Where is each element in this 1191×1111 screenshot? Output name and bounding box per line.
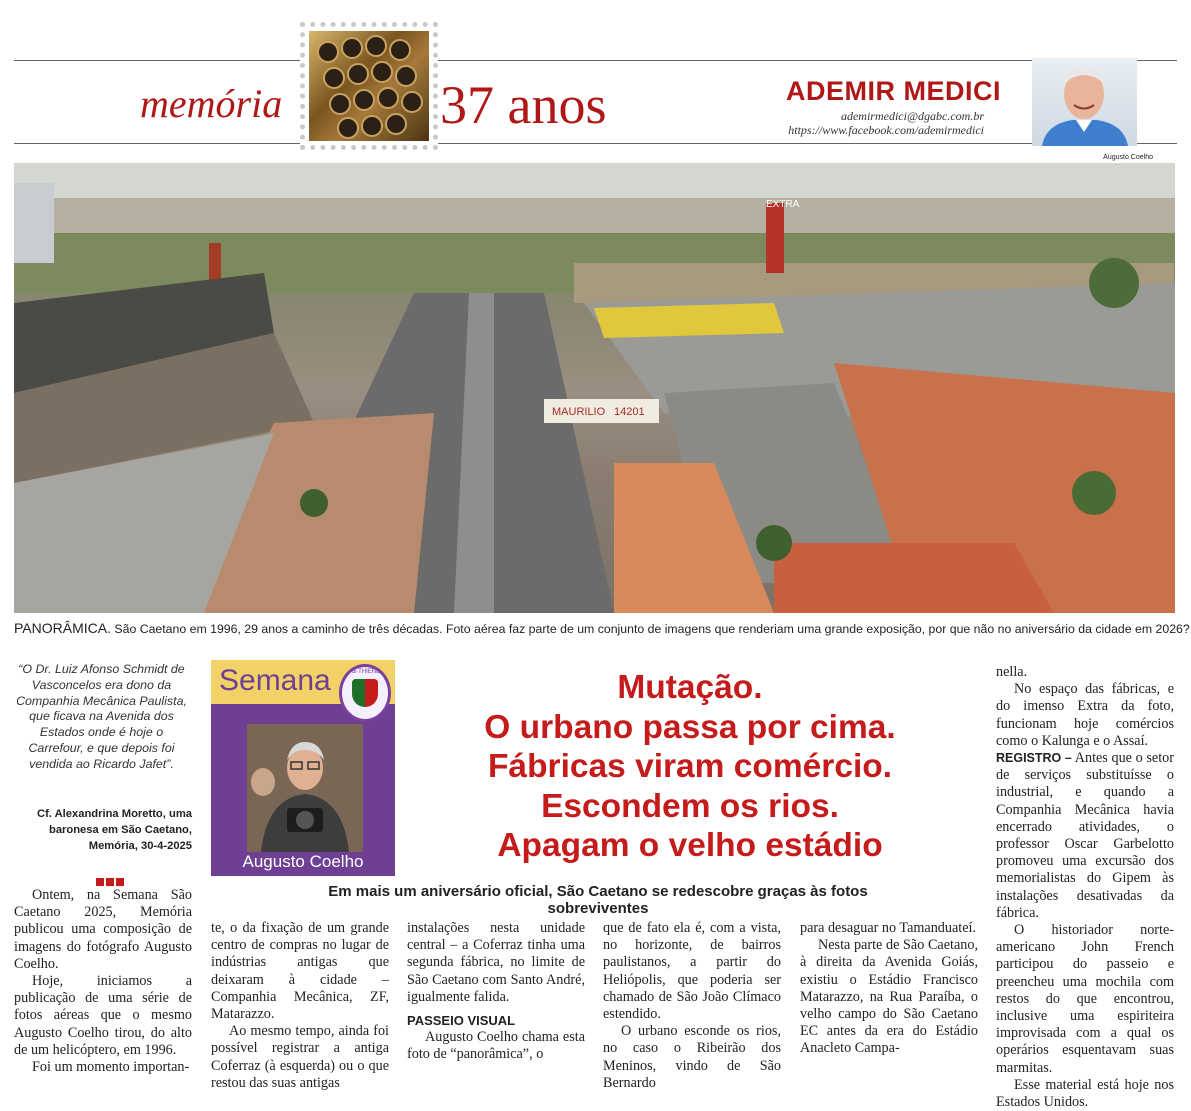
paragraph: Augusto Coelho chama esta foto de “panorâmica”, o	[407, 1029, 585, 1063]
headline-line: Fábricas viram comércio.	[487, 748, 893, 785]
section-title: memória	[140, 81, 283, 126]
paragraph: instalações nesta unidade central – a Coferraz tinha uma segunda fábrica, no limite de São Caetano com Santo André, igualmente falida.	[407, 920, 585, 1005]
body-column-4	[603, 920, 781, 1092]
paragraph: nella.	[996, 664, 1028, 680]
caption-label: PANORÂMICA.	[14, 620, 111, 636]
body-column-6	[996, 664, 1174, 1111]
quote-source-line: baronesa em São Caetano,	[48, 824, 192, 836]
registro-label: REGISTRO –	[996, 751, 1072, 766]
photographer-name: Augusto Coelho	[242, 852, 364, 871]
author-portrait	[1032, 58, 1137, 146]
paragraph: Nesta parte de São Caetano, à direita da Avenida Goiás, existiu o Estádio Francisco Matarazzo, na Rua Paraíba, o velho campo do São Caetano EC antes da era do Estádio Anacleto Campa-	[800, 937, 978, 1057]
quote-source-line: Memória, 30-4-2025	[88, 840, 192, 852]
semana-title: Semana	[219, 664, 331, 697]
semana-box	[211, 660, 395, 876]
quote-source-line: Cf. Alexandrina Moretto, uma	[37, 808, 192, 820]
quote-source	[14, 806, 192, 854]
paragraph: O urbano esconde os rios, no caso o Ribeirão dos Meninos, vindo de São Bernardo	[603, 1023, 781, 1091]
city-seal-logo	[339, 664, 391, 722]
paragraph: te, o da fixação de um grande centro de compras no lugar de indústrias antigas que deixaram à cidade – Companhia Mecânica, ZF, Matarazzo.	[211, 920, 389, 1023]
aerial-panorama-photo	[14, 163, 1175, 613]
photo-credit: Augusto Coelho	[1103, 154, 1153, 161]
headline-line: Escondem os rios.	[541, 787, 839, 825]
paragraph: Ao mesmo tempo, ainda foi possível registrar a antiga Coferraz (à esquerda) ou o que restou das suas antigas	[211, 1023, 389, 1091]
paragraph: O historiador norte-americano John French participou do passeio e preencheu uma mochila com restos do que encontrou, inclusive uma espiriteira improvisada com a qual os operários esquentavam suas marmitas.	[996, 922, 1174, 1076]
body-column-1	[14, 887, 192, 1076]
anniversary-title: 37 anos	[440, 75, 607, 135]
paragraph: para desaguar no Tamanduateí.	[800, 920, 977, 936]
header-top-rule	[14, 60, 1177, 61]
pull-quote: “O Dr. Luiz Afonso Schmidt de Vasconcelos era dono da Companhia Mecânica Paulista, que ficava na Avenida dos Estados onde é hoje o Carrefour, e que depois foi vendida ao Ricardo Jafet”.	[16, 662, 187, 771]
author-name: ADEMIR MEDICI	[786, 76, 1001, 106]
body-column-5	[800, 920, 978, 1058]
body-column-2	[211, 920, 389, 1092]
paragraph: Ontem, na Semana São Caetano 2025, Memória publicou uma composição de imagens do fotógrafo Augusto Coelho.	[14, 887, 192, 972]
registro-text: Antes que o setor de serviços substituísse o industrial, e quando a Companhia Mecânica havia encerrado atividades, o professor Oscar Garbelotto promoveu uma excursão dos memorialistas do Gipem às instalações desativadas da fábrica.	[996, 750, 1174, 921]
section-heading: PASSEIO VISUAL	[407, 1013, 516, 1029]
paragraph	[996, 750, 1174, 922]
caption-text: São Caetano em 1996, 29 anos a caminho de três décadas. Foto aérea faz parte de um conjunto de imagens que renderiam uma grande exposição, por que não no aniversário da cidade em 2026?	[110, 622, 1190, 636]
maurilio-sign: MAURILIO	[552, 406, 606, 418]
paragraph: Hoje, iniciamos a publicação de uma série de fotos aéreas que o mesmo Augusto Coelho tirou, do alto de um helicóptero, em 1996.	[14, 973, 192, 1058]
extra-sign: EXTRA	[766, 199, 800, 210]
photographer-photo	[247, 724, 363, 852]
seal-text: di THIENE	[351, 669, 381, 675]
paragraph: Foi um momento importan-	[32, 1059, 190, 1076]
headline-line: Mutação.	[617, 669, 763, 706]
author-facebook-link[interactable]: https://www.facebook.com/ademirmedici	[788, 123, 984, 137]
headline-line: O urbano passa por cima.	[484, 708, 896, 746]
photo-caption	[14, 620, 1190, 636]
paragraph: No espaço das fábricas, e do imenso Extra da foto, funcionam hoje comércios como o Kalunga e o Assaí.	[996, 681, 1174, 749]
headline	[410, 668, 970, 866]
typewriter-stamp-image	[300, 22, 438, 150]
subheadline: Em mais um aniversário oficial, São Caetano se redescobre graças às fotos sobreviventes	[328, 883, 868, 917]
author-email[interactable]: ademirmedici@dgabc.com.br	[840, 109, 984, 123]
number-sign: 14201	[614, 406, 645, 418]
header-bottom-rule	[14, 143, 1177, 144]
body-column-3	[407, 920, 585, 1064]
headline-line: Apagam o velho estádio	[497, 827, 883, 864]
paragraph: Esse material está hoje nos Estados Unidos.	[996, 1076, 1174, 1111]
paragraph: que de fato ela é, com a vista, no horizonte, de bairros paulistanos, a partir do Heliópolis, que poderia ser chamado de São João Clímaco estendido.	[603, 920, 781, 1023]
